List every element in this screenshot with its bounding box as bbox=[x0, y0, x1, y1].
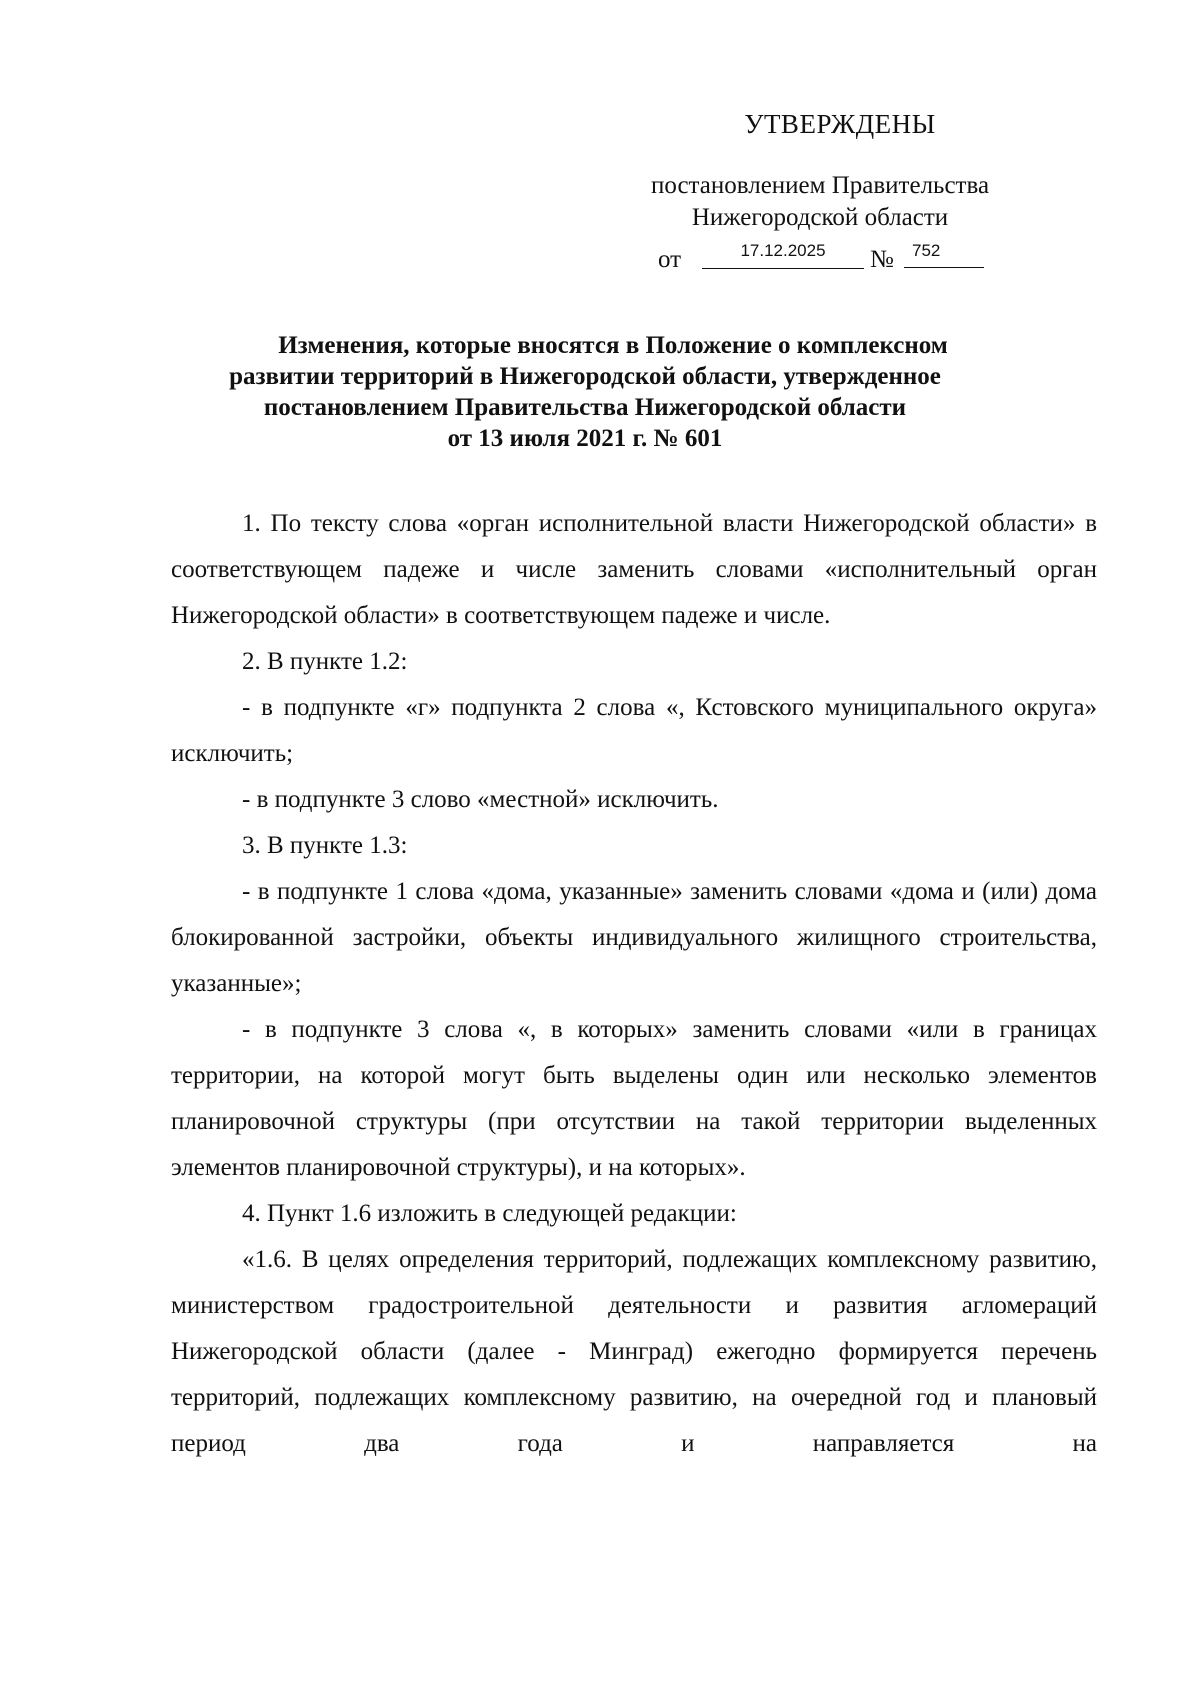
approval-title: УТВЕРЖДЕНЫ bbox=[744, 109, 936, 139]
approval-issuer-line-2: Нижегородской области bbox=[691, 204, 949, 231]
paragraph-5: 3. В пункте 1.3: bbox=[242, 832, 408, 859]
paragraph-1: 1. По тексту слова «орган исполнительной власти Нижегородской области» в соответствующем падеже и числе заменить словами «исполнительный орган Нижегородской области» в соответствующем падеже и числе. bbox=[171, 510, 1097, 629]
document-heading bbox=[200, 330, 970, 454]
decree-date-field: 17.12.2025 bbox=[702, 238, 864, 269]
paragraph-6: - в подпункте 1 слова «дома, указанные» заменить словами «дома и (или) дома блокированной застройки, объекты индивидуального жилищного строительства, указанные»; bbox=[171, 878, 1097, 997]
approval-block bbox=[600, 108, 1040, 276]
approval-issuer-line-1: постановлением Правительства bbox=[650, 172, 990, 199]
heading-line-3: постановлением Правительства Нижегородской области bbox=[263, 394, 907, 421]
approval-date-row bbox=[600, 238, 1040, 276]
paragraph-8: 4. Пункт 1.6 изложить в следующей редакции: bbox=[242, 1200, 737, 1227]
heading-line-2: развитии территорий в Нижегородской области, утвержденное bbox=[229, 363, 941, 390]
paragraph-9: «1.6. В целях определения территорий, подлежащих комплексному развитию, министерством градостроительной деятельности и развития агломераций Нижегородской области (далее - Минград) ежегодно формируется перечень территорий, подлежащих комплексному развитию, на очередной год и плановый период два года и направляется на bbox=[171, 1246, 1097, 1457]
paragraph-4: - в подпункте 3 слово «местной» исключить. bbox=[242, 786, 719, 813]
number-sign: № bbox=[870, 246, 894, 273]
date-prefix: от bbox=[658, 246, 682, 273]
paragraph-3: - в подпункте «г» подпункта 2 слова «, Кстовского муниципального округа» исключить; bbox=[171, 694, 1097, 767]
decree-number-field: 752 bbox=[904, 238, 984, 268]
heading-line-4: от 13 июля 2021 г. № 601 bbox=[447, 425, 723, 452]
paragraph-2: 2. В пункте 1.2: bbox=[242, 648, 408, 675]
paragraph-7: - в подпункте 3 слова «, в которых» заменить словами «или в границах территории, на которой могут быть выделены один или несколько элементов планировочной структуры (при отсутствии на такой территории выделенных элементов планировочной структуры), и на которых». bbox=[171, 1016, 1097, 1181]
heading-line-1: Изменения, которые вносятся в Положение о комплексном bbox=[278, 332, 948, 359]
document-body bbox=[171, 501, 1097, 1467]
